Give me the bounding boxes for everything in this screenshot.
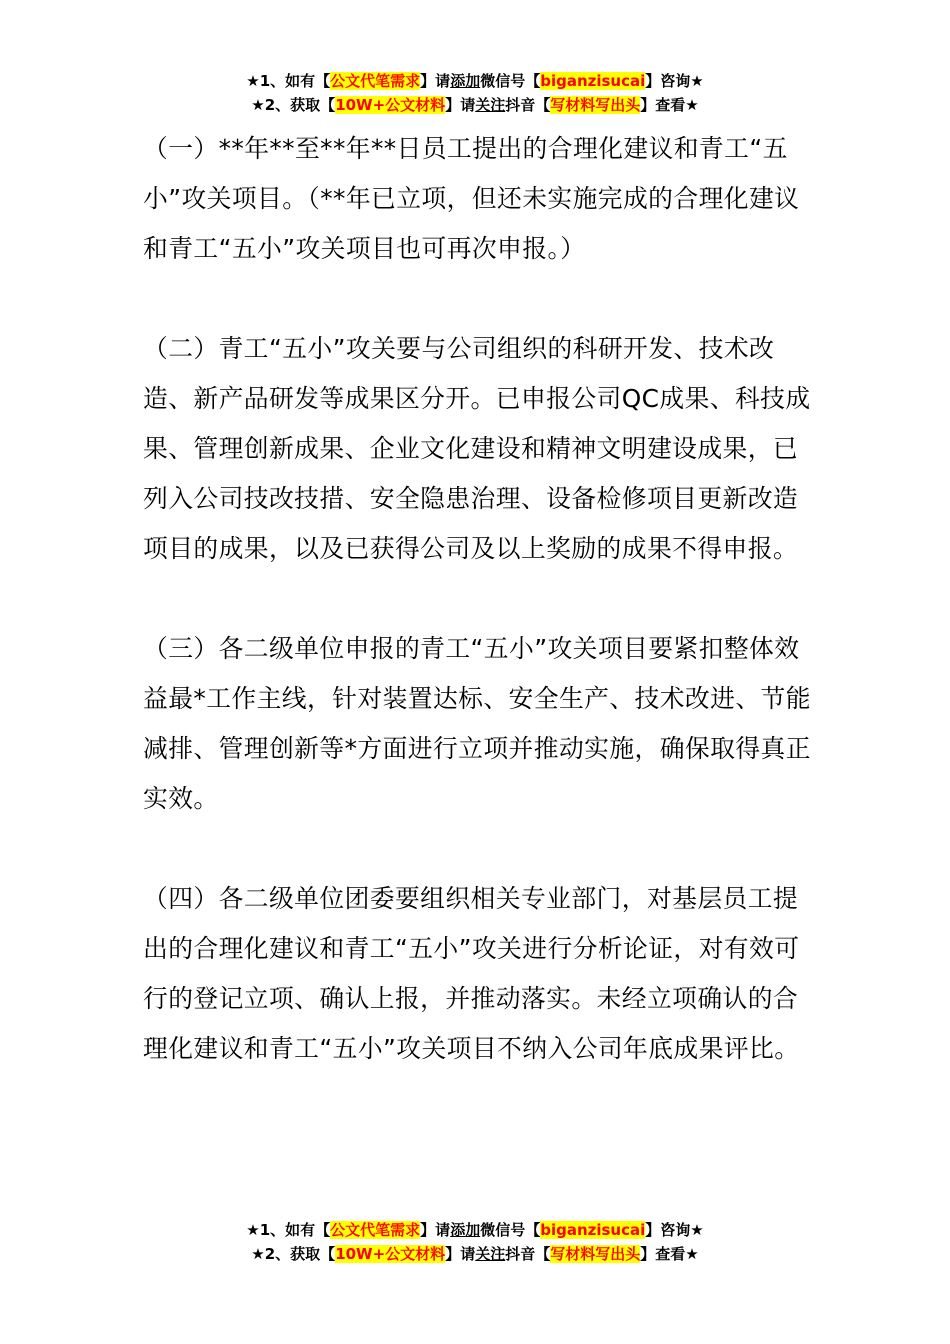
banner-text: 】查看★: [640, 96, 699, 114]
paragraph-3: （三）各二级单位申报的青工“五小”攻关项目要紧扣整体效益最*工作主线，针对装置达标、安全生产、技术改进、节能减排、管理创新等*方面进行立项并推动实施，确保取得真正实效。: [143, 634, 811, 813]
banner-text: 】查看★: [640, 1245, 699, 1263]
banner-line-2: [0, 93, 950, 117]
banner-text: 】咨询★: [645, 1221, 704, 1239]
banner-text: ★2、获取【: [251, 1245, 336, 1263]
banner-line-1: [0, 1218, 950, 1242]
banner-text: 微信号【: [480, 72, 541, 90]
underline-follow: 关注: [475, 1245, 506, 1263]
paragraph-4: （四）各二级单位团委要组织相关专业部门，对基层员工提出的合理化建议和青工“五小”攻关进行分析论证，对有效可行的登记立项、确认上报，并推动落实。未经立项确认的合理化建议和青工“五小”攻关项目不纳入公司年底成果评比。: [143, 884, 800, 1063]
banner-text: 】请: [420, 72, 451, 90]
highlight-wechat-id: biganzisucai: [540, 72, 646, 90]
highlight-materials: 10W+公文材料: [335, 96, 446, 114]
banner-text: 】请: [445, 1245, 476, 1263]
paragraph-2: （二）青工“五小”攻关要与公司组织的科研开发、技术改造、新产品研发等成果区分开。已申报公司QC成果、科技成果、管理创新成果、企业文化建设和精神文明建设成果，已列入公司技改技措、安全隐患治理、设备检修项目更新改造项目的成果，以及已获得公司及以上奖励的成果不得申报。: [143, 334, 811, 563]
highlight-service: 公文代笔需求: [330, 72, 421, 90]
underline-follow: 关注: [475, 96, 506, 114]
banner-text: 抖音【: [505, 1245, 551, 1263]
banner-line-1: [0, 69, 950, 93]
banner-text: 微信号【: [480, 1221, 541, 1239]
banner-text: 抖音【: [505, 96, 551, 114]
header-banner: [0, 69, 950, 117]
underline-add: 添加: [450, 72, 481, 90]
banner-text: ★1、如有【: [246, 72, 331, 90]
banner-text: 】请: [420, 1221, 451, 1239]
document-body: [143, 124, 823, 1074]
highlight-douyin: 写材料写出头: [550, 1245, 641, 1263]
banner-line-2: [0, 1242, 950, 1266]
banner-text: ★2、获取【: [251, 96, 336, 114]
banner-text: ★1、如有【: [246, 1221, 331, 1239]
highlight-materials: 10W+公文材料: [335, 1245, 446, 1263]
underline-add: 添加: [450, 1221, 481, 1239]
highlight-wechat-id: biganzisucai: [540, 1221, 646, 1239]
paragraph-1: （一）**年**至**年**日员工提出的合理化建议和青工“五小”攻关项目。（**年已立项，但还未实施完成的合理化建议和青工“五小”攻关项目也可再次申报。）: [143, 134, 800, 263]
banner-text: 】咨询★: [645, 72, 704, 90]
footer-banner: [0, 1218, 950, 1266]
highlight-service: 公文代笔需求: [330, 1221, 421, 1239]
highlight-douyin: 写材料写出头: [550, 96, 641, 114]
banner-text: 】请: [445, 96, 476, 114]
